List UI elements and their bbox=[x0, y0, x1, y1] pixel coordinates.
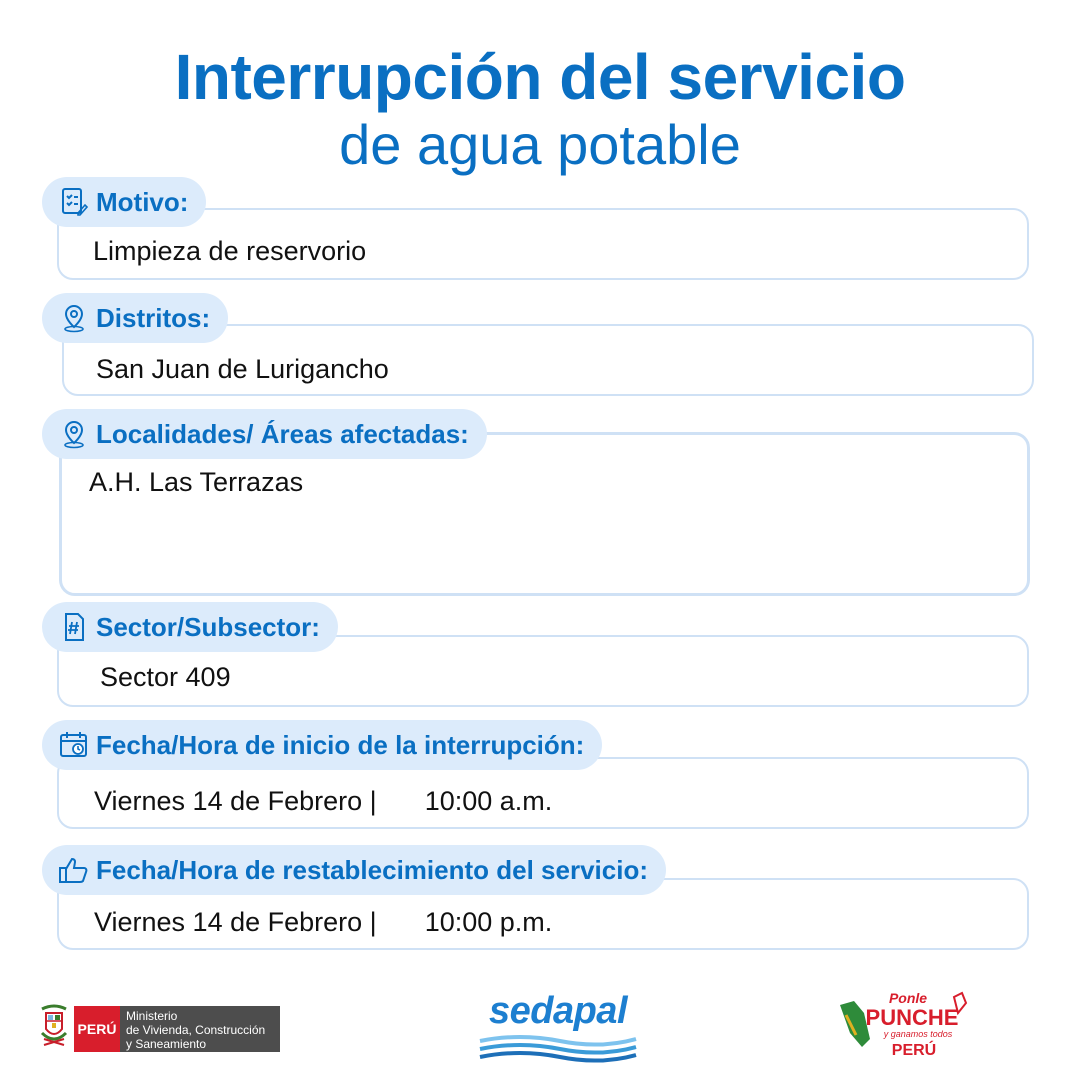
ministry-line2: de Vivienda, Construcción bbox=[126, 1022, 266, 1037]
distritos-label-pill bbox=[42, 293, 228, 343]
ponle-punche-logo bbox=[836, 985, 976, 1065]
localidades-label-pill bbox=[42, 409, 487, 459]
thumbs-up-icon bbox=[58, 854, 90, 886]
inicio-date: Viernes 14 de Febrero | bbox=[94, 786, 377, 816]
location-pin-icon bbox=[58, 418, 90, 450]
punche-main: PUNCHE bbox=[865, 1005, 959, 1030]
ministry-line1: Ministerio bbox=[126, 1008, 178, 1023]
calendar-clock-icon bbox=[58, 729, 90, 761]
ministry-name bbox=[120, 1006, 280, 1052]
restablecimiento-time: 10:00 p.m. bbox=[424, 907, 553, 937]
hashtag-icon bbox=[58, 611, 90, 643]
ministry-logo bbox=[38, 1003, 280, 1054]
inicio-time: 10:00 a.m. bbox=[424, 786, 553, 816]
localidades-label: Localidades/ Áreas afectadas: bbox=[96, 418, 469, 449]
page-subtitle: de agua potable bbox=[339, 113, 741, 176]
ministry-line3: y Saneamiento bbox=[126, 1036, 207, 1051]
distritos-value: San Juan de Lurigancho bbox=[96, 354, 389, 384]
location-pin-icon bbox=[58, 302, 90, 334]
sedapal-logo bbox=[478, 990, 638, 1068]
localidades-value: A.H. Las Terrazas bbox=[89, 467, 304, 497]
motivo-value: Limpieza de reservorio bbox=[93, 236, 367, 266]
sector-label-pill bbox=[42, 602, 338, 652]
punche-bottom: PERÚ bbox=[891, 1042, 937, 1059]
punche-sub: y ganamos todos bbox=[883, 1029, 953, 1039]
coat-of-arms-icon bbox=[38, 1003, 70, 1054]
peru-label: PERÚ bbox=[74, 1006, 120, 1052]
sector-label: Sector/Subsector: bbox=[96, 611, 320, 642]
inicio-label-pill bbox=[42, 720, 602, 770]
motivo-label: Motivo: bbox=[96, 186, 189, 217]
distritos-label: Distritos: bbox=[96, 302, 211, 333]
inicio-label: Fecha/Hora de inicio de la interrupción: bbox=[96, 729, 585, 760]
restablecimiento-value bbox=[94, 907, 552, 938]
checklist-icon bbox=[58, 186, 90, 218]
page-title: Interrupción del servicio bbox=[174, 41, 906, 113]
restablecimiento-date: Viernes 14 de Febrero | bbox=[94, 907, 377, 937]
sedapal-wordmark: sedapal bbox=[488, 990, 628, 1032]
sector-value: Sector 409 bbox=[100, 662, 231, 692]
waves-icon bbox=[478, 1033, 638, 1063]
punche-top: Ponle bbox=[888, 990, 928, 1006]
restablecimiento-label: Fecha/Hora de restablecimiento del servicio: bbox=[96, 854, 648, 885]
restablecimiento-label-pill bbox=[42, 845, 666, 895]
inicio-value bbox=[94, 786, 552, 817]
motivo-label-pill bbox=[42, 177, 206, 227]
